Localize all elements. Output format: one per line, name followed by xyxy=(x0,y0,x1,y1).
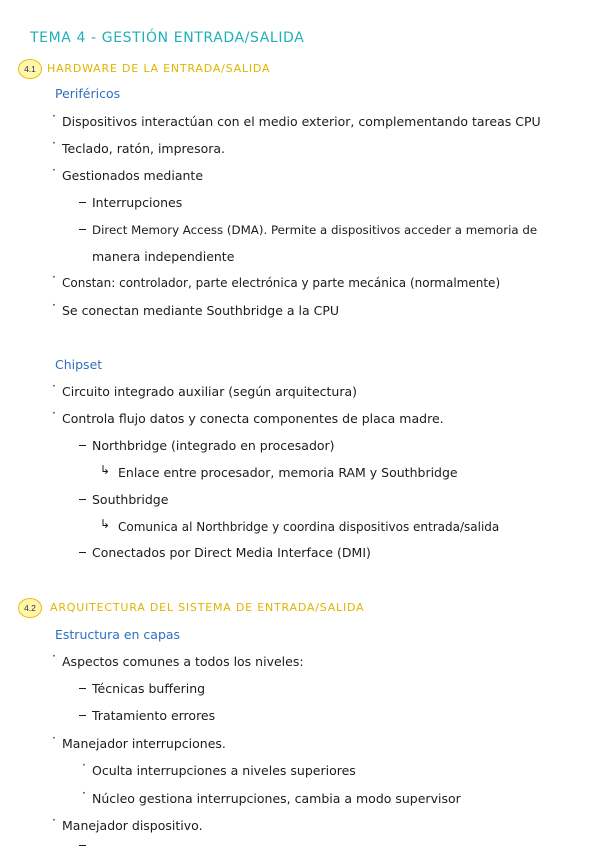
bullet-dot: · xyxy=(52,731,56,745)
list-item-detail: Enlace entre procesador, memoria RAM y Southbridge xyxy=(118,465,458,480)
bullet-dot: · xyxy=(52,270,56,284)
page-title: TEMA 4 - GESTIÓN ENTRADA/SALIDA xyxy=(30,30,305,46)
bullet-dot: · xyxy=(52,298,56,312)
list-item: Manejador dispositivo. xyxy=(62,818,203,833)
bullet-dot: · xyxy=(52,109,56,123)
list-item: Manejador interrupciones. xyxy=(62,736,226,751)
list-item-continuation: manera independiente xyxy=(92,249,235,264)
list-item: Oculta interrupciones a niveles superiores xyxy=(92,763,356,778)
list-item: Dispositivos interactúan con el medio exterior, complementando tareas CPU xyxy=(62,114,541,129)
list-item: Técnicas buffering xyxy=(92,681,206,696)
list-item: Núcleo gestiona interrupciones, cambia a modo supervisor xyxy=(92,791,461,806)
bullet-dot: · xyxy=(52,136,56,150)
list-item: Teclado, ratón, impresora. xyxy=(62,141,226,156)
arrow-icon: ↳ xyxy=(100,517,111,531)
list-item: Interrupciones xyxy=(92,195,183,210)
bullet-dot: · xyxy=(52,163,56,177)
list-item: Se conectan mediante Southbridge a la CPU xyxy=(62,303,340,318)
section-heading: HARDWARE DE LA ENTRADA/SALIDA xyxy=(47,62,271,75)
dash-marker xyxy=(79,688,86,689)
list-item: Conectados por Direct Media Interface (DMI) xyxy=(92,545,371,560)
dash-marker xyxy=(79,845,86,846)
dash-marker xyxy=(79,229,86,230)
dash-marker xyxy=(79,202,86,203)
list-item: Controla flujo datos y conecta componentes de placa madre. xyxy=(62,411,444,426)
bullet-dot: · xyxy=(52,379,56,393)
section-number-badge: 4.2 xyxy=(18,598,42,618)
arrow-icon: ↳ xyxy=(100,463,111,477)
list-item: Aspectos comunes a todos los niveles: xyxy=(62,654,304,669)
bullet-dot: · xyxy=(52,813,56,827)
subheading-perifericos: Periféricos xyxy=(55,86,121,101)
section-heading: ARQUITECTURA DEL SISTEMA DE ENTRADA/SALIDA xyxy=(50,601,365,614)
dash-marker xyxy=(79,499,86,500)
bullet-dot: · xyxy=(52,649,56,663)
subheading-chipset: Chipset xyxy=(55,357,103,372)
section-number-badge: 4.1 xyxy=(18,59,42,79)
list-item: Tratamiento errores xyxy=(92,708,216,723)
list-item: Gestionados mediante xyxy=(62,168,204,183)
list-item: Direct Memory Access (DMA). Permite a dispositivos acceder a memoria de xyxy=(92,223,538,237)
dash-marker xyxy=(79,552,86,553)
list-item: Southbridge xyxy=(92,492,169,507)
list-item: Northbridge (integrado en procesador) xyxy=(92,438,335,453)
dash-marker xyxy=(79,715,86,716)
list-item: Constan: controlador, parte electrónica y parte mecánica (normalmente) xyxy=(62,276,501,290)
subheading-capas: Estructura en capas xyxy=(55,627,181,642)
list-item-detail: Comunica al Northbridge y coordina dispositivos entrada/salida xyxy=(118,520,500,534)
bullet-dot: · xyxy=(82,786,86,800)
dash-marker xyxy=(79,445,86,446)
bullet-dot: · xyxy=(52,406,56,420)
bullet-dot: · xyxy=(82,758,86,772)
list-item: Circuito integrado auxiliar (según arquitectura) xyxy=(62,384,358,399)
